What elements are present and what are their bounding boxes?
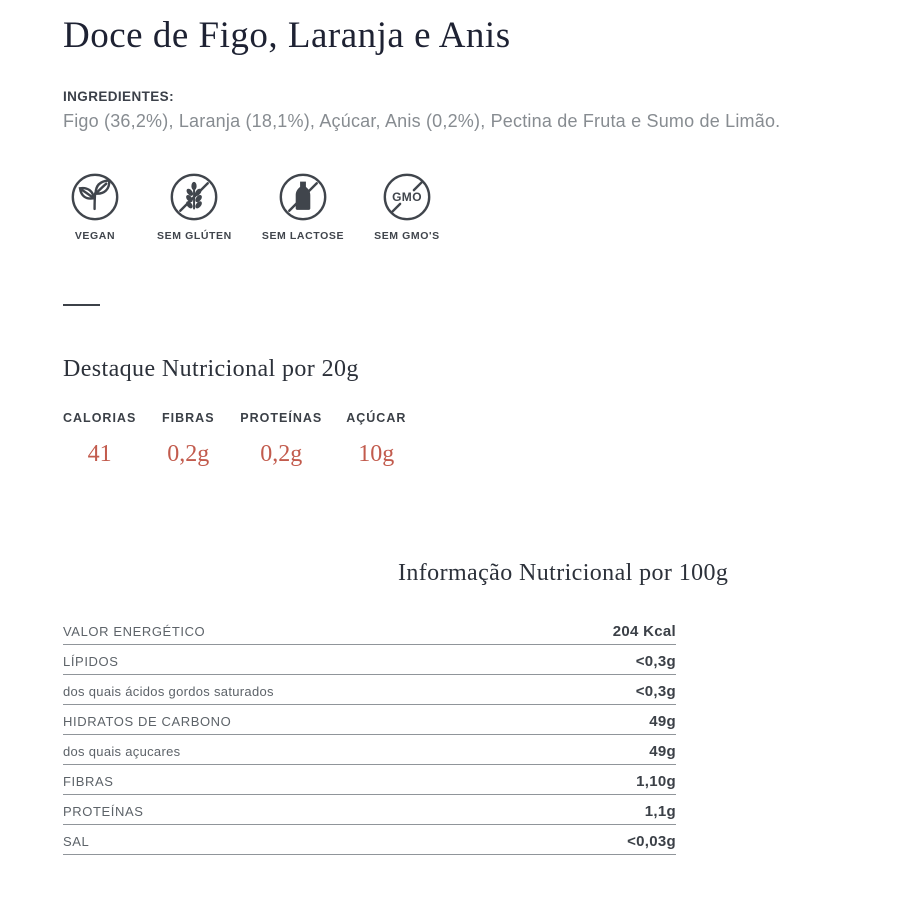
- nutrition-row-label: FIBRAS: [63, 774, 114, 789]
- nutrition-row-value: 1,1g: [644, 803, 676, 820]
- nutrition-row-label: dos quais ácidos gordos saturados: [63, 684, 274, 699]
- nutrition-row-value: 49g: [649, 713, 676, 730]
- highlight-fiber: [160, 411, 216, 468]
- nutrition-table-title: Informação Nutricional por 100g: [398, 560, 729, 586]
- nutrition-row-value: <0,03g: [627, 833, 676, 850]
- vegan-leaf-icon: [70, 172, 120, 222]
- table-row: [63, 735, 676, 765]
- no-lactose-icon: [278, 172, 328, 222]
- badge-vegan: [63, 172, 127, 242]
- section-divider: [63, 304, 100, 306]
- no-gmo-icon: [382, 172, 432, 222]
- nutrition-row-label: SAL: [63, 834, 90, 849]
- table-row: [63, 825, 676, 855]
- highlight-protein: [240, 411, 322, 468]
- badge-label: SEM LACTOSE: [261, 230, 345, 242]
- table-row: [63, 765, 676, 795]
- badge-gmo-free: [374, 172, 440, 242]
- ingredients-text: Figo (36,2%), Laranja (18,1%), Açúcar, Anis (0,2%), Pectina de Fruta e Sumo de Limão.: [63, 111, 781, 131]
- highlight-sugar: [346, 411, 406, 468]
- nutrition-row-value: 49g: [649, 743, 676, 760]
- badge-label: SEM GMO'S: [374, 230, 440, 242]
- highlights-title: Destaque Nutricional por 20g: [63, 356, 359, 382]
- page-title: Doce de Figo, Laranja e Anis: [63, 15, 511, 56]
- nutrition-row-label: HIDRATOS DE CARBONO: [63, 714, 232, 729]
- highlight-calories: [63, 411, 136, 468]
- nutrition-row-label: PROTEÍNAS: [63, 804, 144, 819]
- nutrition-row-label: VALOR ENERGÉTICO: [63, 624, 206, 639]
- badge-lactose-free: [262, 172, 344, 242]
- table-row: [63, 705, 676, 735]
- highlight-value: 10g: [358, 441, 395, 467]
- nutrition-row-value: <0,3g: [635, 653, 676, 670]
- table-row: [63, 675, 676, 705]
- highlight-label: CALORIAS: [63, 411, 137, 425]
- badge-gluten-free: [157, 172, 232, 242]
- nutrition-row-value: 1,10g: [636, 773, 676, 790]
- svg-text:GMO: GMO: [392, 190, 422, 205]
- table-row: [63, 615, 676, 645]
- highlight-value: 0,2g: [260, 441, 303, 467]
- ingredients-label: INGREDIENTES:: [63, 89, 174, 104]
- highlight-value: 41: [87, 441, 112, 467]
- nutrition-row-label: LÍPIDOS: [63, 654, 119, 669]
- nutrition-row-label: dos quais açucares: [63, 744, 181, 759]
- nutrition-row-value: 204 Kcal: [612, 623, 676, 640]
- highlight-label: PROTEÍNAS: [240, 411, 323, 425]
- highlight-value: 0,2g: [167, 441, 210, 467]
- badge-label: SEM GLÚTEN: [157, 230, 232, 242]
- ingredients-section: [63, 89, 837, 132]
- dietary-badges: [63, 172, 837, 242]
- badge-label: VEGAN: [74, 230, 116, 242]
- nutrition-row-value: <0,3g: [635, 683, 676, 700]
- no-gluten-icon: [169, 172, 219, 222]
- nutrition-table: [63, 615, 676, 855]
- table-row: [63, 795, 676, 825]
- highlight-label: AÇÚCAR: [346, 411, 407, 425]
- table-row: [63, 645, 676, 675]
- nutrition-highlights: [63, 411, 837, 468]
- highlight-label: FIBRAS: [162, 411, 215, 425]
